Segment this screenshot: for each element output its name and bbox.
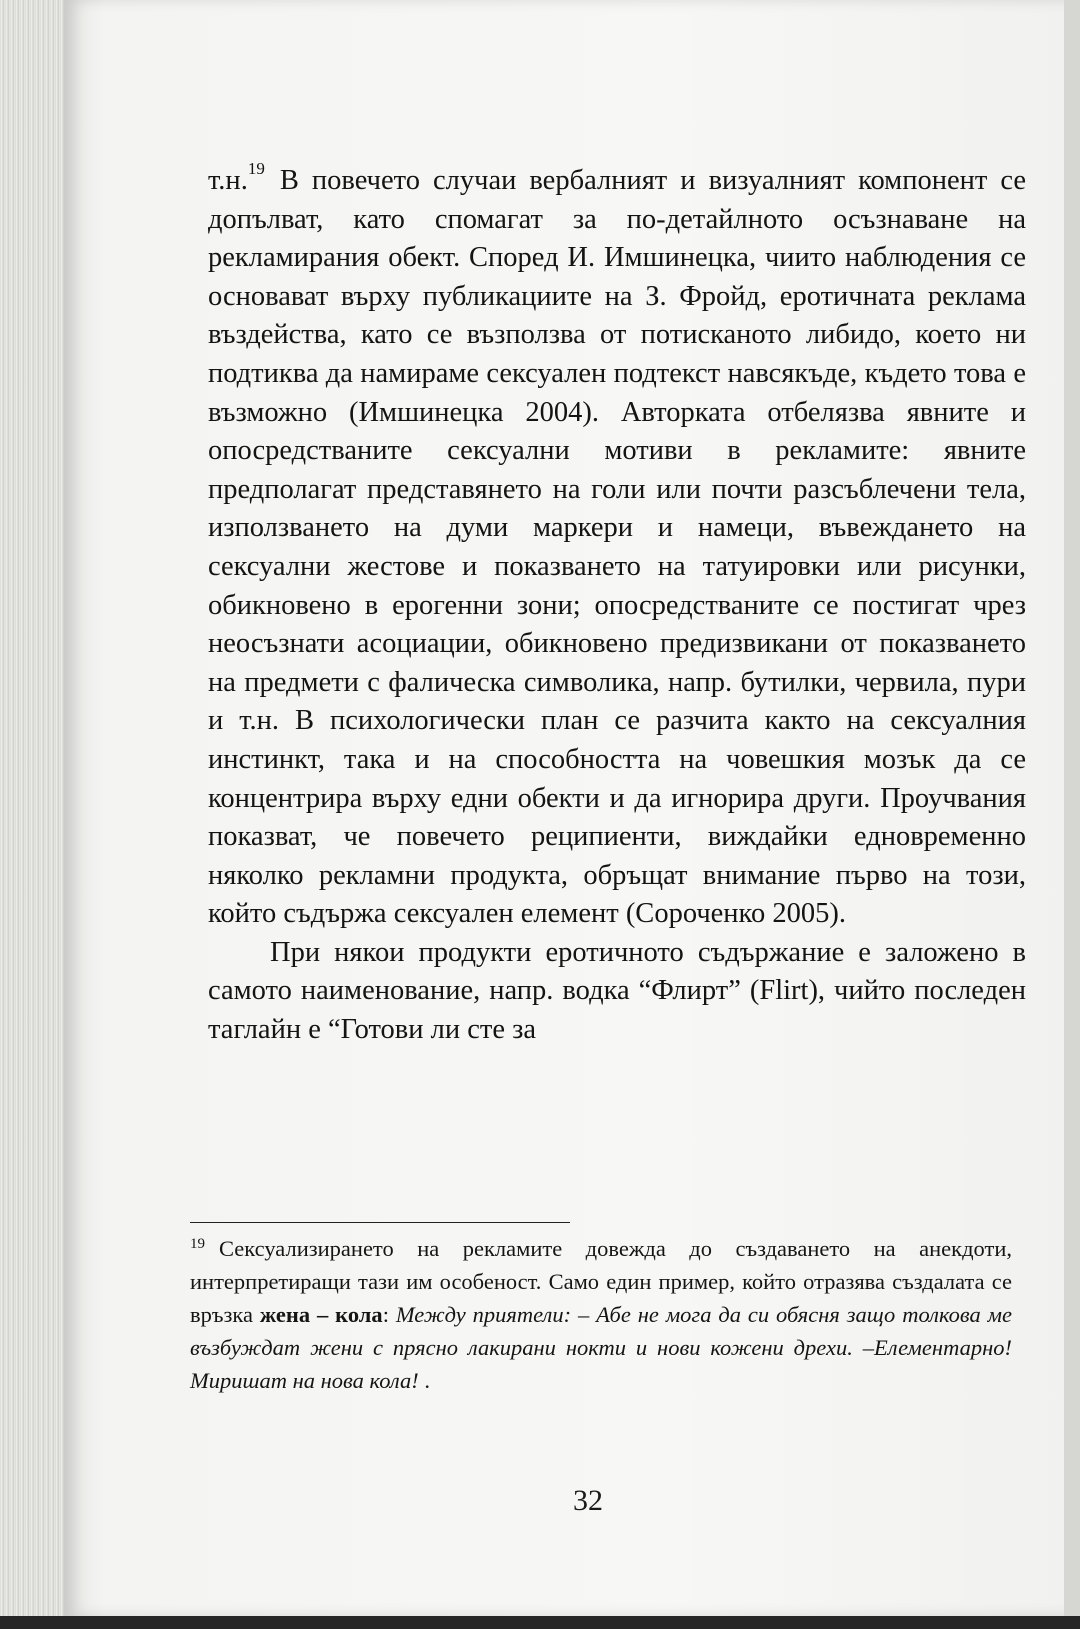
footnote-anecdote: Между приятели: – Абе не мога да си обясня защо толкова ме възбуждат жени с прясно лакирани нокти и нови кожени дрехи. –Елементарно! Миришат на нова кола! xyxy=(190,1302,1012,1393)
paragraph-1-start: т.н. xyxy=(208,165,248,196)
footnote-end: . xyxy=(418,1368,430,1393)
footnote-text-2: : xyxy=(382,1302,396,1327)
paragraph-1 xyxy=(208,159,1026,934)
footnote xyxy=(190,1232,1012,1397)
footnote-text-1: Сексуализирането на рекламите довежда до създаването на анекдоти, интерпретиращи тази им особеност. Само един пример, който отразява създалата се връзка xyxy=(190,1236,1012,1327)
page-bottom-edge xyxy=(0,1616,1080,1629)
footnote-number: 19 xyxy=(190,1236,205,1252)
main-text xyxy=(208,159,1026,1050)
footnote-bold-phrase: жена – кола xyxy=(259,1302,383,1327)
page-stack-edges xyxy=(0,0,71,1618)
page-right-edge xyxy=(1064,0,1080,1616)
footnote-divider xyxy=(190,1222,570,1223)
page-number: 32 xyxy=(573,1484,603,1517)
paragraph-1-text: В повечето случаи вербалният и визуалният компонент се допълват, като спомагат за по-детайлното осъзнаване на рекламирания обект. Според И. Имшинецка, чиито наблюдения се основават върху публикациите на З. Фройд, еротичната реклама въздейства, като се възползва от потисканото либидо, което ни подтиква да намираме сексуален подтекст навсякъде, където това е възможно (Имшинецка 2004). Авторката отбелязва явните и опосредстваните сексуални мотиви в рекламите: явните предполагат представянето на голи или почти разсъблечени тела, използването на думи маркери и намеци, въвеждането на сексуални жестове и показването на татуировки или рисунки, обикновено в ерогенни зони; опосредстваните се постигат чрез неосъзнати асоциации, обикновено предизвикани от показването на предмети с фалическа символика, напр. бутилки, червила, пури и т.н. В психологически план се разчита както на сексуалния инстинкт, така и на способността на човешкия мозък да се концентрира върху едни обекти и да игнорира други. Проучвания показват, че повечето реципиенти, виждайки едновременно няколко рекламни продукта, обръщат внимание първо на този, който съдържа сексуален елемент (Сороченко 2005). xyxy=(208,165,1026,930)
footnote-paragraph xyxy=(190,1232,1012,1397)
footnote-reference: 19 xyxy=(247,159,265,178)
paragraph-2: При някои продукти еротичното съдържание е заложено в самото наименование, напр. водка “Флирт” (Flirt), чийто последен таглайн е “Готови ли сте за xyxy=(208,936,1026,1046)
